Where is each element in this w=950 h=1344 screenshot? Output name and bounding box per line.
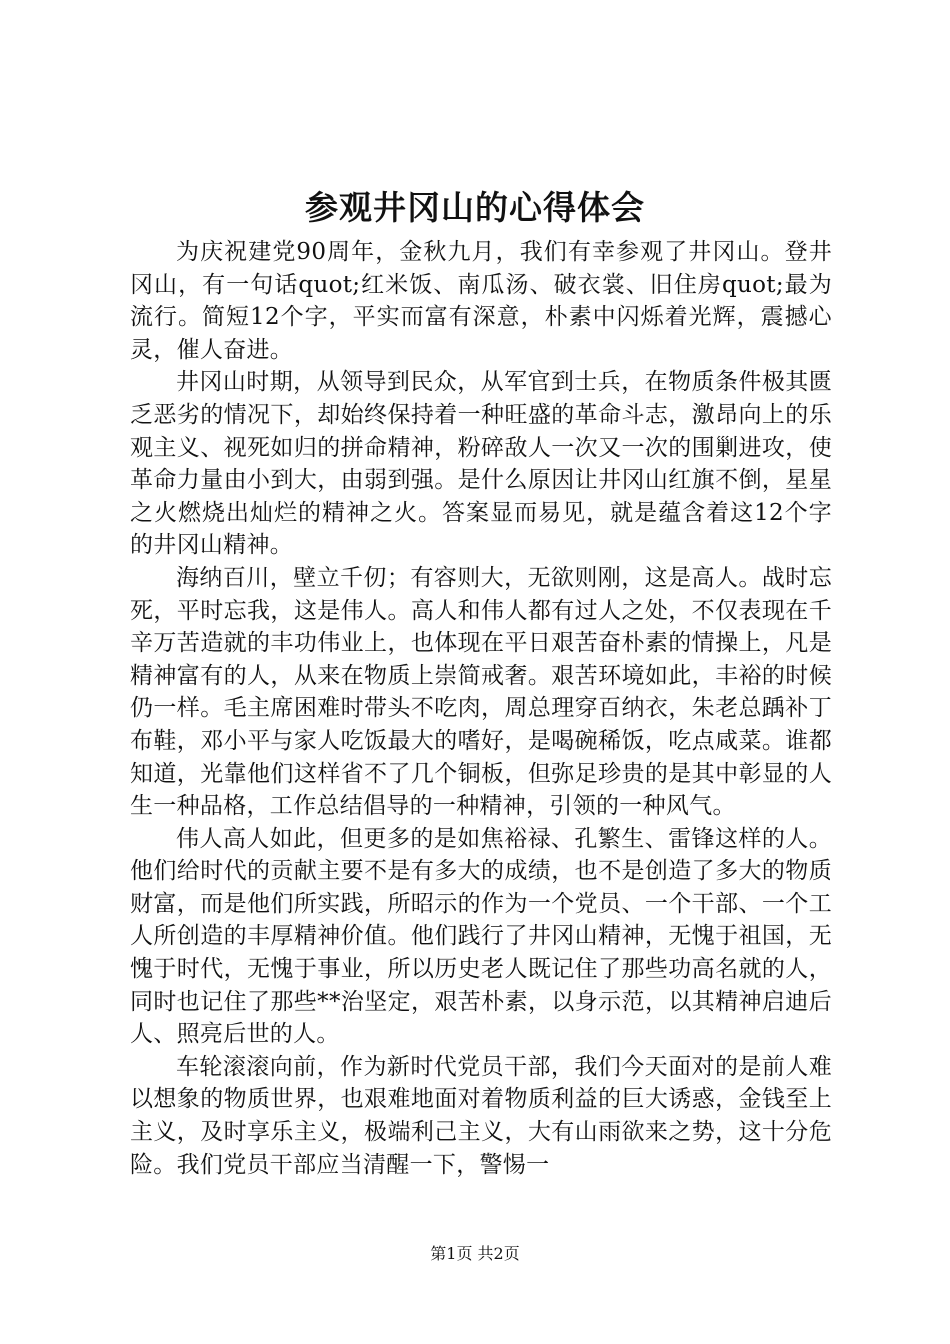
page-footer: 第1页 共2页 xyxy=(430,1244,520,1263)
paragraph-2: 井冈山时期，从领导到民众，从军官到士兵，在物质条件极其匮乏恶劣的情况下，却始终保持着一种旺盛的革命斗志，激昂向上的乐观主义、视死如归的拼命精神，粉碎敌人一次又一次的围剿进攻，使革命力量由小到大，由弱到强。是什么原因让井冈山红旗不倒，星星之火燃烧出灿烂的精神之火。答案显而易见，就是蕴含着这12个字的井冈山精神。 xyxy=(130,369,832,559)
paragraph-1: 为庆祝建党90周年，金秋九月，我们有幸参观了井冈山。登井冈山，有一句话quot;红米饭、南瓜汤、破衣裳、旧住房quot;最为流行。简短12个字，平实而富有深意，朴素中闪烁着光辉，震撼心灵，催人奋进。 xyxy=(130,239,832,363)
paragraph-4: 伟人高人如此，但更多的是如焦裕禄、孔繁生、雷锋这样的人。他们给时代的贡献主要不是有多大的成绩，也不是创造了多大的物质财富，而是他们所实践，所昭示的作为一个党员、一个干部、一个工人所创造的丰厚精神价值。他们践行了井冈山精神，无愧于祖国，无愧于时代，无愧于事业，所以历史老人既记住了那些功高名就的人，同时也记住了那些**治坚定，艰苦朴素，以身示范，以其精神启迪后人、照亮后世的人。 xyxy=(130,825,832,1048)
paragraph-5: 车轮滚滚向前，作为新时代党员干部，我们今天面对的是前人难以想象的物质世界，也艰难地面对着物质利益的巨大诱惑，金钱至上主义，及时享乐主义，极端利己主义，大有山雨欲来之势，这十分危险。我们党员干部应当清醒一下，警惕一 xyxy=(130,1053,832,1178)
document-title: 参观井冈山的心得体会 xyxy=(305,188,645,227)
document-body xyxy=(130,236,832,1181)
paragraph-3: 海纳百川，壁立千仞；有容则大，无欲则刚，这是高人。战时忘死，平时忘我，这是伟人。高人和伟人都有过人之处，不仅表现在千辛万苦造就的丰功伟业上，也体现在平日艰苦奋朴素的情操上，凡是精神富有的人，从来在物质上崇简戒奢。艰苦环境如此，丰裕的时候仍一样。毛主席困难时带头不吃肉，周总理穿百纳衣，朱老总踽补丁布鞋，邓小平与家人吃饭最大的嗜好，是喝碗稀饭，吃点咸菜。谁都知道，光靠他们这样省不了几个铜板，但弥足珍贵的是其中彰显的人生一种品格，工作总结倡导的一种精神，引领的一种风气。 xyxy=(130,564,832,820)
